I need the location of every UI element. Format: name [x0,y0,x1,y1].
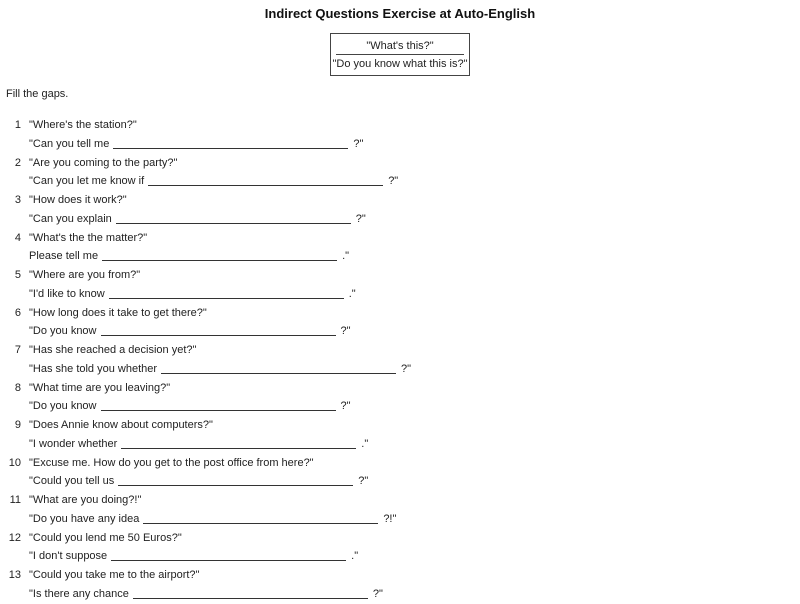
answer-suffix: ?" [340,400,351,413]
exercise-question [0,229,411,248]
item-number: 1 [14,119,21,131]
answer-blank[interactable] [109,287,344,299]
answer-prefix: "Do you have any idea [29,512,140,525]
exercise-question [0,491,411,510]
direct-question: "Are you coming to the party?" [29,156,178,169]
answer-prefix: "Can you tell me [29,137,110,150]
exercise-answer-line [0,472,411,491]
direct-question: "How does it work?" [29,194,127,206]
item-number: 12 [8,531,21,544]
answer-prefix: "Do you know [29,400,97,413]
item-number: 9 [14,419,21,431]
answer-blank[interactable] [113,137,348,149]
answer-suffix: ." [342,250,350,263]
answer-suffix: ?" [358,475,369,488]
exercise-question [0,304,411,323]
answer-prefix: "Can you explain [29,212,112,225]
direct-question: "Excuse me. How do you get to the post office from here?" [29,456,314,469]
direct-question: "What's the the matter?" [29,231,148,244]
example-indirect-question: "Do you know what this is?" [332,58,468,70]
item-number: 4 [14,231,21,244]
exercise-answer-line [0,435,411,454]
answer-suffix: ?" [353,137,364,150]
item-number: 5 [14,269,21,281]
exercise-answer-line [0,172,411,191]
exercise-answer-line [0,322,411,341]
answer-prefix: Please tell me [29,250,99,263]
exercise-answer-line [0,285,411,304]
exercise-question [0,416,411,435]
item-number: 2 [14,156,21,169]
exercise-question [0,566,411,585]
answer-blank[interactable] [143,512,378,524]
direct-question: "Where's the station?" [29,119,137,131]
answer-suffix: ." [351,550,359,563]
direct-question: "Where are you from?" [29,269,141,281]
answer-blank[interactable] [101,399,336,411]
item-number: 6 [14,306,21,319]
exercise-question [0,341,411,360]
direct-question: "What are you doing?!" [29,494,142,506]
answer-blank[interactable] [102,249,337,261]
exercise-question [0,116,411,135]
answer-suffix: ?!" [383,512,397,525]
example-box [330,33,470,76]
item-number: 3 [14,194,21,206]
item-number: 13 [8,569,21,581]
item-number: 11 [9,494,21,506]
answer-blank[interactable] [116,212,351,224]
answer-prefix: "I'd like to know [29,287,105,300]
answer-prefix: "Is there any chance [29,587,129,600]
direct-question: "Could you take me to the airport?" [29,569,200,581]
answer-blank[interactable] [118,474,353,486]
answer-blank[interactable] [161,362,396,374]
exercise-question [0,266,411,285]
exercise-answer-line [0,510,411,529]
direct-question: "Could you lend me 50 Euros?" [29,531,182,544]
exercise-question [0,154,411,173]
answer-suffix: ." [348,287,356,300]
exercise-question [0,191,411,210]
answer-blank[interactable] [133,587,368,599]
direct-question: "What time are you leaving?" [29,381,171,394]
exercise-answer-line [0,547,411,566]
exercise-answer-line [0,247,411,266]
item-number: 10 [8,456,21,469]
exercise-answer-line [0,397,411,416]
exercise-answer-line [0,585,411,604]
exercise-list [0,116,411,604]
exercise-question [0,379,411,398]
instruction: Fill the gaps. [6,88,69,100]
direct-question: "How long does it take to get there?" [29,306,207,319]
exercise-answer-line [0,360,411,379]
answer-prefix: "I wonder whether [29,437,118,450]
answer-blank[interactable] [121,437,356,449]
answer-suffix: ?" [355,212,366,225]
direct-question: "Does Annie know about computers?" [29,419,213,431]
exercise-answer-line [0,210,411,229]
answer-suffix: ?" [340,325,351,338]
direct-question: "Has she reached a decision yet?" [29,344,197,356]
answer-blank[interactable] [111,549,346,561]
exercise-question [0,529,411,548]
answer-suffix: ?" [401,362,412,375]
answer-prefix: "Do you know [29,325,97,338]
page-title: Indirect Questions Exercise at Auto-English [264,6,536,21]
answer-suffix: ." [361,437,369,450]
item-number: 8 [14,381,21,394]
answer-blank[interactable] [148,174,383,186]
item-number: 7 [14,344,21,356]
answer-prefix: "Can you let me know if [29,175,145,188]
example-direct-question: "What's this?" [366,40,434,52]
answer-suffix: ?" [388,175,399,188]
answer-blank[interactable] [101,324,336,336]
exercise-question [0,454,411,473]
exercise-answer-line [0,135,411,154]
answer-prefix: "Could you tell us [29,475,115,488]
answer-prefix: "I don't suppose [29,550,108,563]
answer-prefix: "Has she told you whether [29,362,158,375]
answer-suffix: ?" [372,587,383,600]
example-divider [336,54,464,55]
